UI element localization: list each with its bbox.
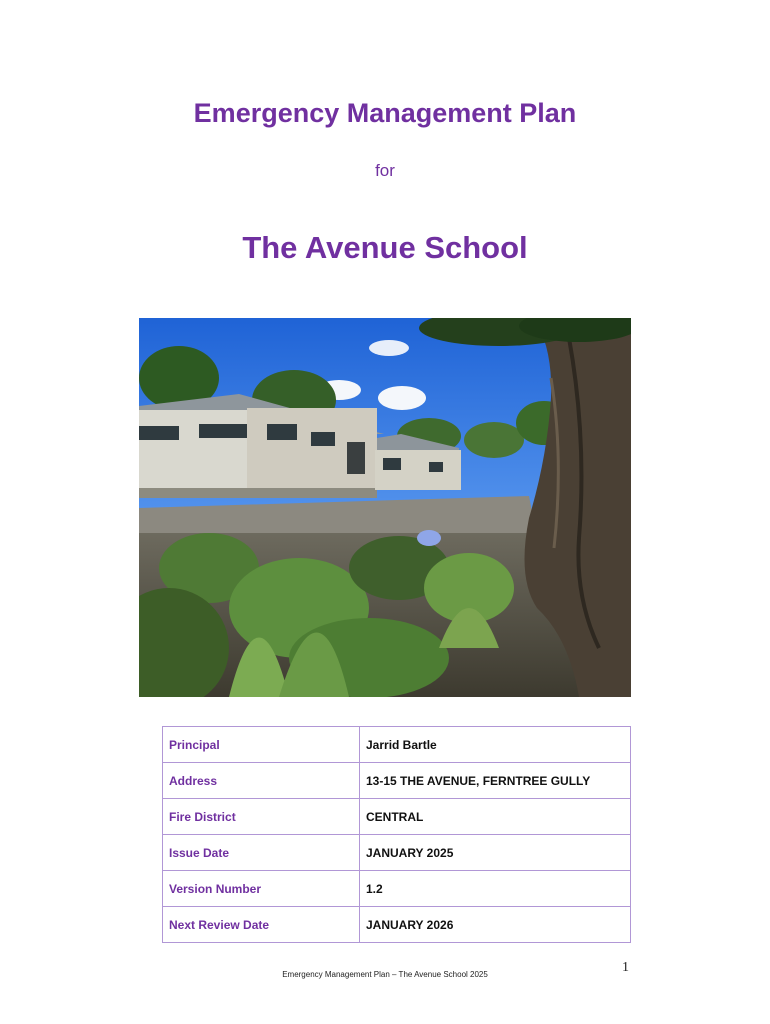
table-row [163, 871, 631, 907]
principal-label: Principal [163, 727, 360, 763]
address-label: Address [163, 763, 360, 799]
table-row [163, 799, 631, 835]
fire-district-label: Fire District [163, 799, 360, 835]
school-name: The Avenue School [242, 230, 528, 265]
info-table [162, 726, 631, 943]
document-title: Emergency Management Plan [193, 98, 577, 128]
next-review-date-label: Next Review Date [163, 907, 360, 943]
school-building-photo [139, 318, 631, 697]
next-review-date-value: JANUARY 2026 [360, 907, 631, 943]
version-number-value: 1.2 [360, 871, 631, 907]
table-row [163, 907, 631, 943]
table-row [163, 835, 631, 871]
page-number: 1 [622, 960, 629, 975]
for-label: for [375, 161, 395, 180]
issue-date-value: JANUARY 2025 [360, 835, 631, 871]
principal-value: Jarrid Bartle [360, 727, 631, 763]
table-row [163, 763, 631, 799]
fire-district-value: CENTRAL [360, 799, 631, 835]
version-number-label: Version Number [163, 871, 360, 907]
footer-text: Emergency Management Plan – The Avenue School 2025 [282, 970, 488, 979]
issue-date-label: Issue Date [163, 835, 360, 871]
address-value: 13-15 THE AVENUE, FERNTREE GULLY [360, 763, 631, 799]
table-row [163, 727, 631, 763]
